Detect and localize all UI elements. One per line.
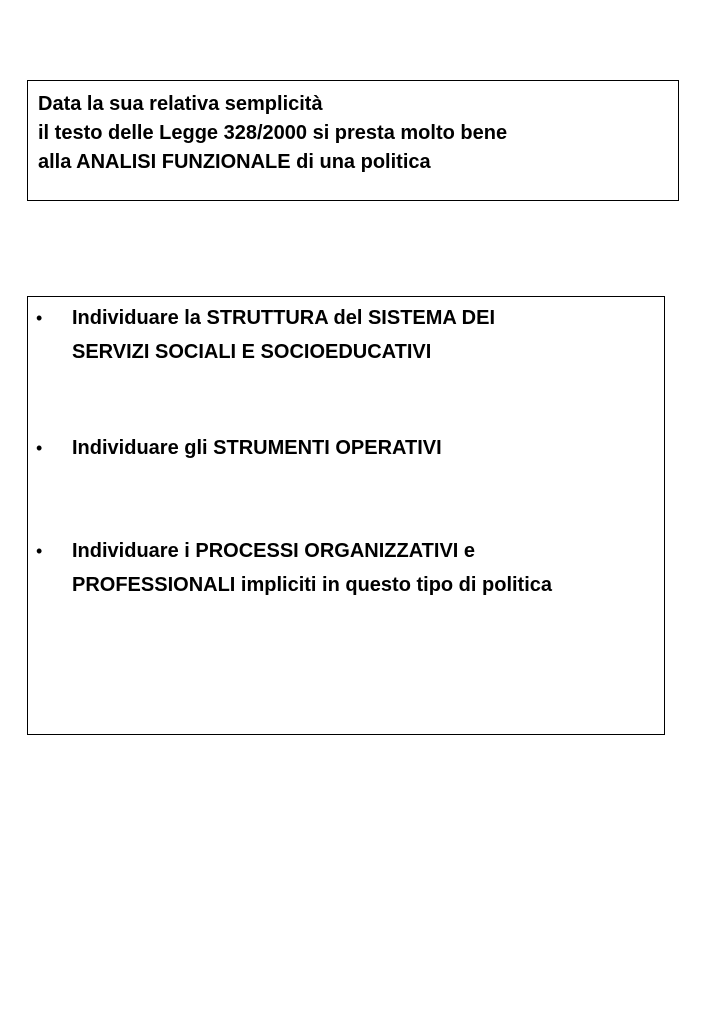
intro-line: il testo delle Legge 328/2000 si presta molto bene <box>38 122 508 144</box>
bullet-marker: • <box>36 438 43 458</box>
bullet-line: Individuare i PROCESSI ORGANIZZATIVI e <box>72 540 476 562</box>
bullet-marker: • <box>36 308 43 328</box>
bullet-text <box>72 431 664 465</box>
intro-line: Data la sua relativa semplicità <box>38 93 323 115</box>
intro-text-box <box>27 80 679 201</box>
bullet-line: Individuare la STRUTTURA del SISTEMA DEI <box>72 307 496 329</box>
intro-line: alla ANALISI FUNZIONALE di una politica <box>38 151 431 173</box>
bullet-text <box>72 301 664 369</box>
bullet-line: PROFESSIONALI impliciti in questo tipo di politica <box>72 574 553 596</box>
bullet-list-box <box>27 296 665 735</box>
bullet-line: SERVIZI SOCIALI E SOCIOEDUCATIVI <box>72 341 432 363</box>
bullet-text <box>72 534 664 602</box>
bullet-marker: • <box>36 541 43 561</box>
bullet-line: Individuare gli STRUMENTI OPERATIVI <box>72 437 442 459</box>
